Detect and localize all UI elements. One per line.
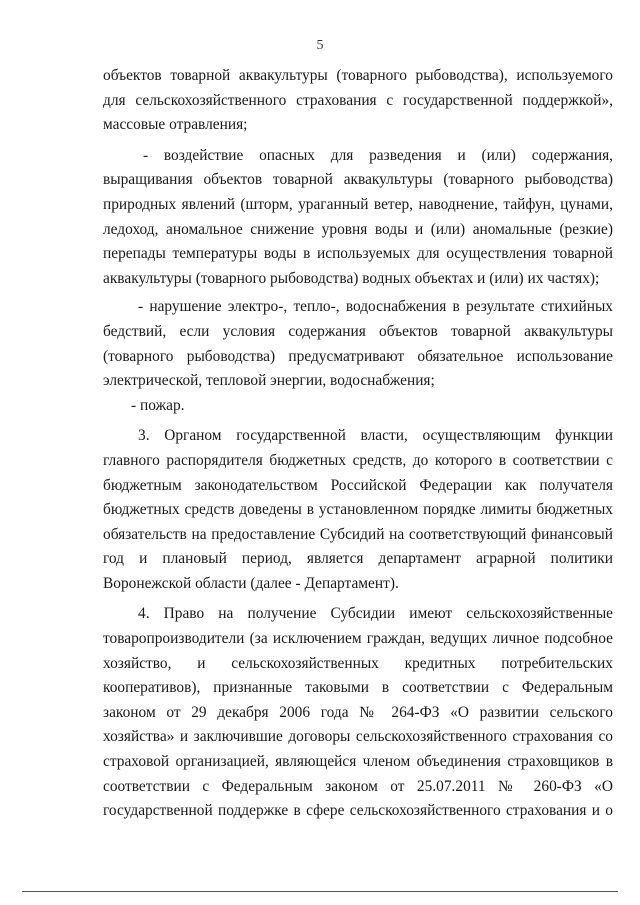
list-item-line: - воздействие опасных для разведения и (или) содержания, [143,146,613,164]
footer-divider [22,891,618,892]
text-line: обязательств на предоставление Субсидий на соответствующий финансовый [103,525,613,543]
text-line: главного распорядителя бюджетных средств, до которого в соответствии с [103,451,613,469]
text-line: (товарного рыбоводства) предусматривают обязательное использование [103,347,613,365]
text-line: соответствии с Федеральным законом от 25.07.2011 № 260-ФЗ «О [103,777,613,795]
text-line: Воронежской области (далее - Департамент). [103,574,399,592]
page-number: 5 [316,38,324,53]
text-line: бюджетных средств доведены в установленном порядке лимиты бюджетных [103,501,613,519]
text-line: хозяйство, и сельскохозяйственных кредитных потребительских [103,654,613,672]
text-line: кооперативов), признанные таковыми в соответствии с Федеральным [103,679,613,697]
text-line: аквакультуры (товарного рыбоводства) водных объектах и (или) их частях); [103,269,600,287]
text-line: природных явлений (шторм, ураганный ветер, наводнение, тайфун, цунами, [103,195,613,213]
text-line: законом от 29 декабря 2006 года № 264-ФЗ «О развитии сельского [103,703,613,721]
text-line: ледоход, аномальное снижение уровня воды и (или) аномальные (резкие) [103,220,613,238]
text-line: год и плановый период, является департамент аграрной политики [103,550,613,568]
list-item-line: - пожар. [131,396,185,414]
text-line: электрической, тепловой энергии, водоснабжения; [103,372,435,390]
text-line: хозяйства» и заключившие договоры сельскохозяйственного страхования со [103,728,613,746]
text-line: выращивания объектов товарной аквакультуры (товарного рыбоводства) [103,171,613,189]
paragraph-start-line: 3. Органом государственной власти, осуществляющим функции [138,427,613,445]
document-body [103,64,613,824]
text-line: бюджетным законодательством Российской Федерации как получателя [103,476,613,494]
text-line: для сельскохозяйственного страхования с государственной поддержкой», [103,91,613,109]
text-line: перепады температуры воды в используемых для осуществления товарной [103,245,613,263]
text-line: бедствий, если условия содержания объектов товарной аквакультуры [103,322,613,340]
text-line: страховой организацией, являющейся членом объединения страховщиков в [103,753,613,771]
list-item-line: - нарушение электро-, тепло-, водоснабжения в результате стихийных [138,298,613,316]
paragraph-start-line: 4. Право на получение Субсидии имеют сельскохозяйственные [138,605,613,623]
text-line: государственной поддержке в сфере сельскохозяйственного страхования и о [103,802,613,820]
text-line: товаропроизводители (за исключением граждан, ведущих личное подсобное [103,630,613,648]
text-line: объектов товарной аквакультуры (товарного рыбоводства), используемого [103,67,613,84]
text-line: массовые отравления; [103,116,248,134]
